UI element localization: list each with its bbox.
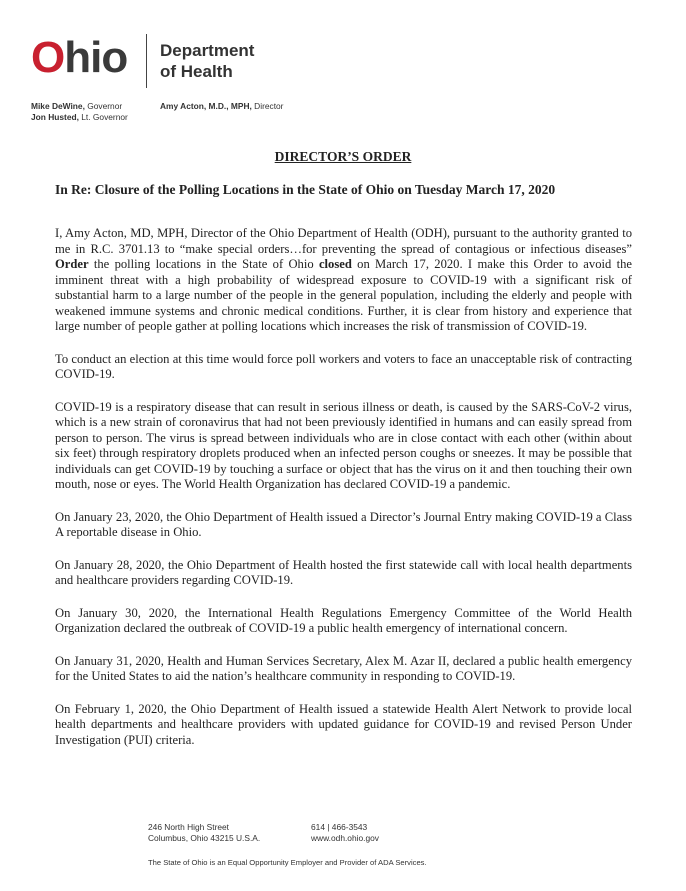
- ohio-logo-o: O: [31, 33, 65, 82]
- paragraph-1-part-a: I, Amy Acton, MD, MPH, Director of the Ohio Department of Health (ODH), pursuant to the authority granted to me in R.C. 3701.13 to “make special orders…for preventing the spread of contagious or infectious diseases”: [55, 226, 632, 256]
- ohio-logo: [31, 33, 128, 82]
- paragraph-1: [55, 226, 632, 335]
- logo-divider: [146, 34, 147, 88]
- document-body: [55, 226, 632, 765]
- lt-governor-name: Jon Husted,: [31, 112, 79, 122]
- director-name: Amy Acton, M.D., MPH,: [160, 101, 252, 111]
- address-line-2: Columbus, Ohio 43215 U.S.A.: [148, 833, 261, 843]
- lt-governor-line: [31, 112, 128, 123]
- paragraph-2: To conduct an election at this time would force poll workers and voters to face an unacceptable risk of contracting COVID-19.: [55, 351, 632, 381]
- website-link[interactable]: www.odh.ohio.gov: [311, 833, 379, 843]
- governor-title: Governor: [84, 101, 123, 111]
- document-title: DIRECTOR’S ORDER: [274, 149, 412, 164]
- phone-number: 614 | 466-3543: [311, 822, 368, 832]
- governor-line: [31, 101, 128, 112]
- paragraph-1-closed: closed: [318, 257, 352, 271]
- director-block: [160, 101, 283, 112]
- governor-name: Mike DeWine,: [31, 101, 85, 111]
- paragraph-1-part-b: the polling locations in the State of Ohio: [88, 257, 319, 271]
- paragraph-5: On January 28, 2020, the Ohio Department of Health hosted the first statewide call with local health departments and healthcare providers regarding COVID-19.: [55, 557, 632, 587]
- paragraph-1-order: Order: [55, 257, 89, 271]
- paragraph-7: On January 31, 2020, Health and Human Services Secretary, Alex M. Azar II, declared a public health emergency for the United States to aid the nation’s healthcare community in responding to COVID-19.: [55, 653, 632, 683]
- governor-block: [31, 101, 128, 123]
- ohio-logo-text: hio: [64, 33, 128, 82]
- paragraph-3: COVID-19 is a respiratory disease that can result in serious illness or death, is caused by the SARS-CoV-2 virus, which is a new strain of coronavirus that had not been previously identified in humans and can easily spread from person to person. The virus is spread between individuals who are in close contact with each other (within about six feet) through respiratory droplets produced when an infected person coughs or sneezes. It may be possible that individuals can get COVID-19 by touching a surface or object that has the virus on it and then touching their own mouth, nose or eyes. The World Health Organization has declared COVID-19 a pandemic.: [55, 399, 632, 491]
- re-line: In Re: Closure of the Polling Locations in the State of Ohio on Tuesday March 17, 2020: [55, 182, 556, 197]
- address-line-1: 246 North High Street: [148, 822, 230, 832]
- paragraph-6: On January 30, 2020, the International Health Regulations Emergency Committee of the World Health Organization declared the outbreak of COVID-19 a public health emergency of international concern.: [55, 605, 632, 635]
- lt-governor-title: Lt. Governor: [78, 112, 128, 122]
- paragraph-4: On January 23, 2020, the Ohio Department of Health issued a Director’s Journal Entry making COVID-19 a Class A reportable disease in Ohio.: [55, 509, 632, 539]
- paragraph-1-part-c: on March 17, 2020. I make this Order to avoid the imminent threat with a high probability of widespread exposure to COVID-19 with a significant risk of substantial harm to a large number of the people in the general population, including the elderly and people with weakened immune systems and chronic medical conditions. Further, it is clear from history and experience that large number of people gather at polling locations which increases the risk of transmission of COVID-19.: [55, 257, 632, 333]
- footer-contact: [311, 822, 379, 844]
- paragraph-8: On February 1, 2020, the Ohio Department of Health issued a statewide Health Alert Network to provide local health departments and healthcare providers with updated guidance for COVID-19 and revised Person Under Investigation (PUI) criteria.: [55, 701, 632, 747]
- director-title: Director: [251, 101, 284, 111]
- department-line-1: Department: [160, 41, 255, 60]
- department-name: [160, 40, 254, 82]
- equal-opportunity-statement: The State of Ohio is an Equal Opportunity Employer and Provider of ADA Services.: [148, 858, 427, 867]
- department-line-2: of Health: [160, 62, 233, 81]
- footer-address: [148, 822, 260, 844]
